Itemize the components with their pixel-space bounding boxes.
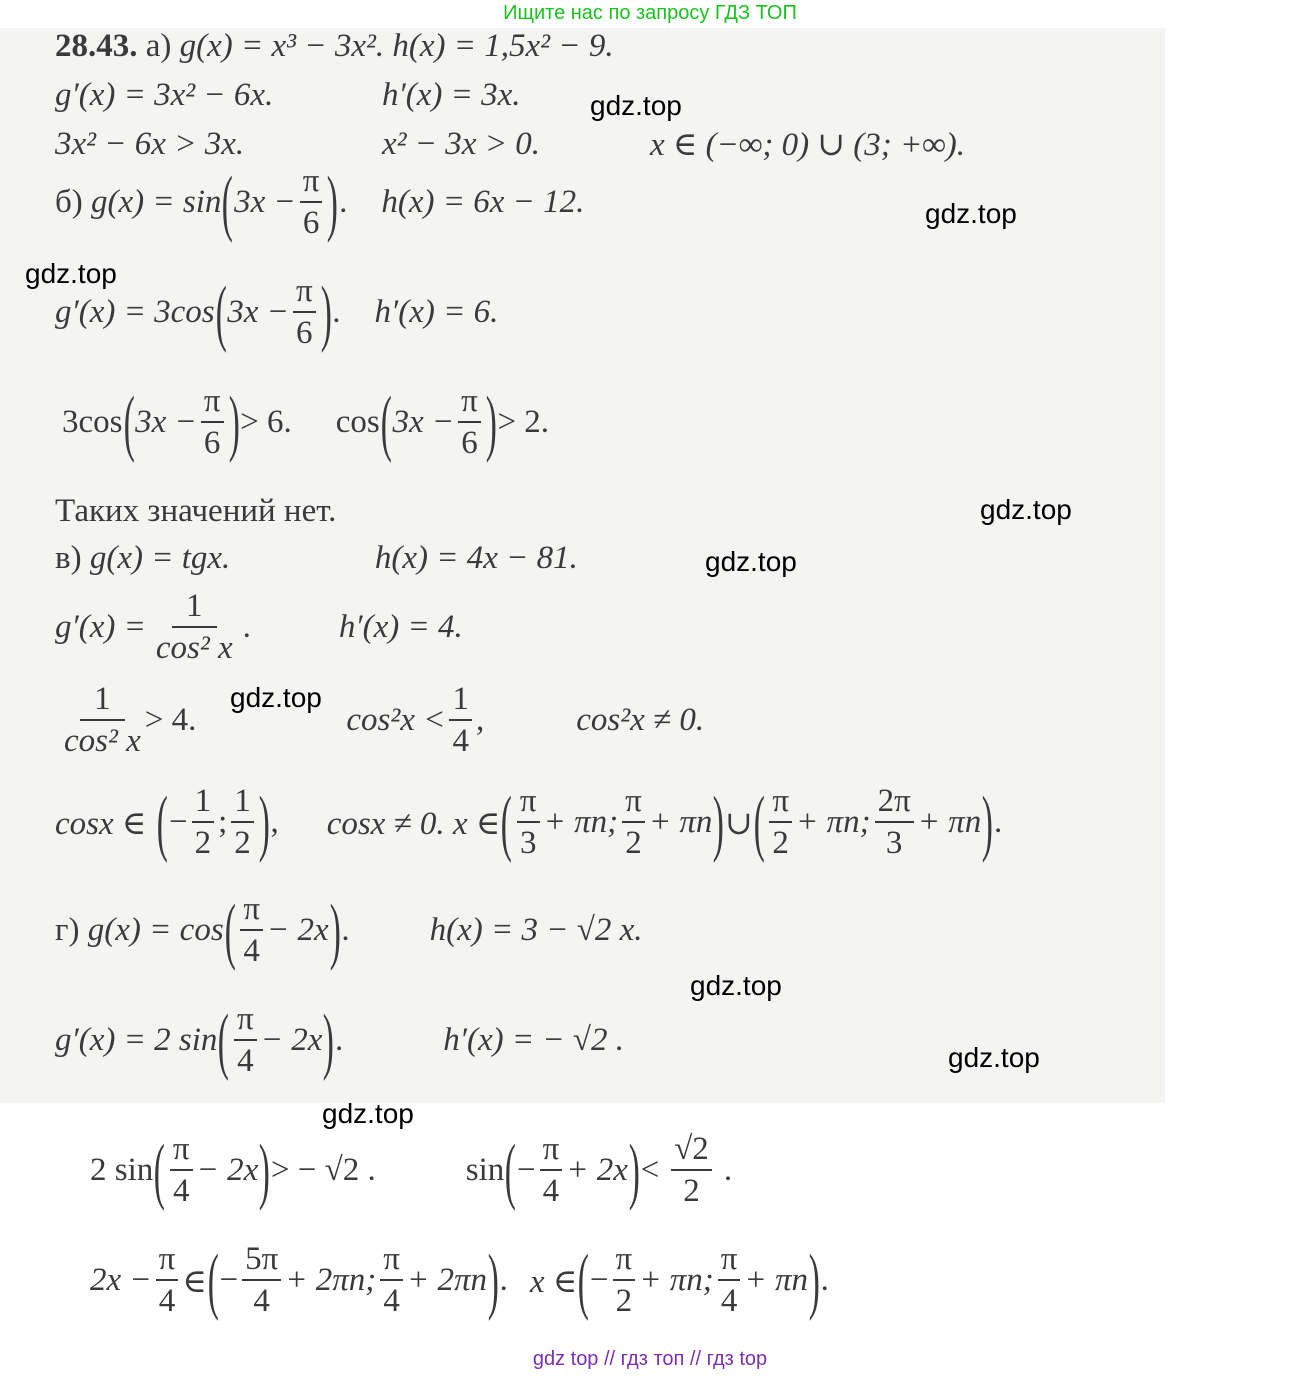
watermark: gdz.top (948, 1042, 1040, 1073)
a-inequality: 3x² − 6x > 3x. (55, 125, 245, 162)
watermark: gdz.top (925, 198, 1017, 229)
g-line-2: g′(x) = 2 sin ( $\frac{\pi}{4}$ − 2x ) . h′(x) = − √2 . (55, 999, 625, 1082)
v-hp: h′(x) = 4. (338, 609, 463, 645)
a-g-derivative: g′(x) = 3x² − 6x. (55, 77, 274, 113)
v-h: h(x) = 4x − 81. (374, 540, 578, 576)
v-g: g(x) = tgx. (89, 540, 231, 576)
a-functions: g(x) = x³ − 3x². h(x) = 1,5x² − 9. (179, 28, 614, 64)
search-banner[interactable]: Ищите нас по запросу ГДЗ ТОП (503, 2, 797, 24)
b-label: б) (55, 184, 83, 220)
g-line-3: 2 sin ( $\frac{\pi}{4}$ − 2x ) > − √2 . sin ( − $\frac{\pi}{4}$ + 2x ) < $\frac{√2}{2}$ . (90, 1129, 733, 1212)
watermark: gdz.top (230, 682, 322, 713)
watermark: gdz.top (705, 546, 797, 577)
a-label: а) (145, 28, 172, 64)
one-over-cos2: $\frac{1}{\text{cos² x}}$ (155, 588, 233, 666)
b-ineq2-pre: cos (335, 404, 380, 440)
g-line-1: г) g(x) = cos ( $\frac{\pi}{4}$ − 2x ) . h(x) = 3 − √2 x. (55, 889, 643, 972)
watermark: gdz.top (322, 1098, 414, 1129)
b-hp: h′(x) = 6. (374, 294, 499, 330)
v-line-1: в) g(x) = tgx. h(x) = 4x − 81. (55, 540, 578, 576)
b-g-arg: 3x − (234, 184, 296, 220)
v-line-3: $\frac{1}{\text{cos² x}}$ > 4. cos²x < $\frac{1}{4}$ , cos²x ≠ 0. (64, 681, 705, 759)
watermark: gdz.top (25, 258, 117, 289)
v-line-2: g′(x) = $\frac{1}{\text{cos² x}}$ . h′(x) = 4. (55, 588, 463, 666)
a-line-1 (55, 28, 614, 65)
b-g: g(x) = sin (91, 184, 222, 220)
b-h: h(x) = 6x − 12. (381, 184, 585, 220)
a-answer: x ∈ (−∞; 0) ∪ (3; +∞). (650, 127, 965, 163)
watermark: gdz.top (980, 494, 1072, 525)
a-h-derivative: h′(x) = 3x. (382, 77, 521, 113)
pi-over-6: $\frac{\pi}{6}$ (300, 165, 323, 240)
b-ineq1-pre: 3cos (62, 404, 123, 440)
b-gp: g′(x) = 3cos (55, 294, 215, 330)
v-gp: g′(x) = (55, 609, 146, 645)
v-line-4: cosx ∈ ( − $\frac{1}{2}$ ; $\frac{1}{2}$ ) , cosx ≠ 0. x ∈ ( $\frac{\pi}{3}$ + πn; $\frac{\pi}{2}$ + πn ) ∪ ( $\frac{\pi}{2}$ + πn; $\frac{2\pi}{3}$ + πn ) . (55, 781, 1003, 864)
a-line-3 (55, 124, 965, 164)
watermark: gdz.top (690, 970, 782, 1001)
b-line-2: g′(x) = 3cos ( 3x − $\frac{\pi}{6}$ ) . h′(x) = 6. (55, 271, 499, 354)
a-reduced: x² − 3x > 0. (382, 125, 540, 162)
watermark: gdz.top (590, 90, 682, 121)
a-line-2 (55, 77, 521, 114)
b-line-3: 3cos ( 3x − $\frac{\pi}{6}$ ) > 6. cos ( 3x − $\frac{\pi}{6}$ ) > 2. (62, 381, 550, 464)
b-line-1: б) g(x) = sin ( 3x − $\frac{\pi}{6}$ ) . h(x) = 6x − 12. (55, 161, 585, 244)
footer-links[interactable]: gdz top // гдз топ // гдз top (532, 1348, 768, 1370)
b-conclusion: Таких значений нет. (55, 493, 337, 529)
problem-number: 28.43. (55, 28, 138, 64)
g-line-4: 2x − $\frac{\pi}{4}$ ∈ ( − $\frac{5\pi}{4}$ + 2πn; $\frac{\pi}{4}$ + 2πn ) . x ∈ ( − $\frac{\pi}{2}$ + πn; $\frac{\pi}{4}$ + πn ) . (90, 1239, 829, 1322)
